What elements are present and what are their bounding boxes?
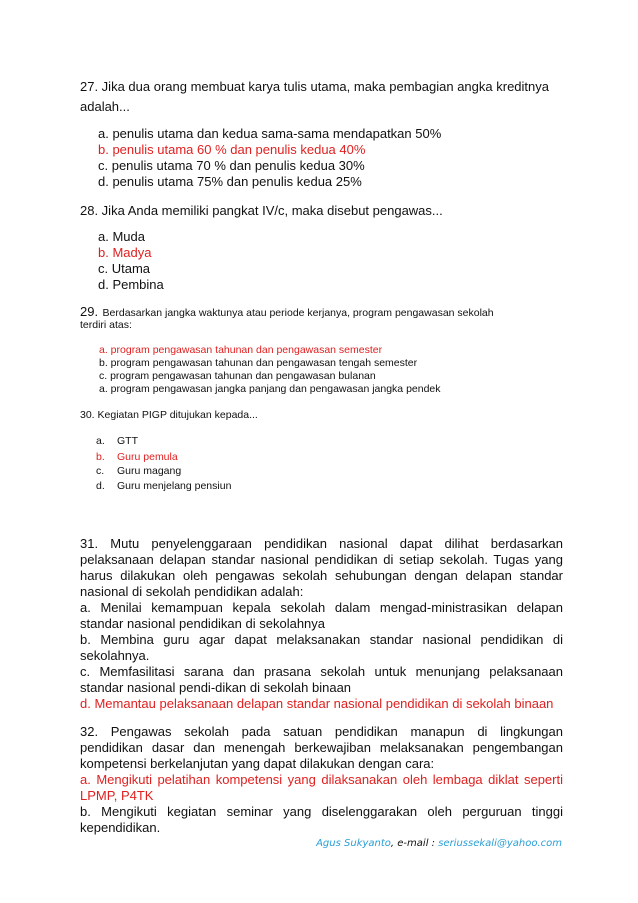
q29-option-c: c. program pengawasan tahunan dan pengawasan bulanan xyxy=(99,370,376,382)
q30-option-text: Guru pemula xyxy=(117,451,178,463)
q29-question-line-1 xyxy=(80,303,494,321)
q28-option-d: d. Pembina xyxy=(98,277,164,292)
q30-option-letter: b. xyxy=(96,451,105,463)
q31-option-c-line-1: c. Memfasilitasi sarana dan prasana sekolah untuk menunjang pelaksanaan xyxy=(80,664,563,679)
footer-email-label: , e-mail : xyxy=(390,838,439,849)
q27-option-b-answer: b. penulis utama 60 % dan penulis kedua 40% xyxy=(98,142,366,157)
q31-option-a-line-1: a. Menilai kemampuan kepala sekolah dalam mengad-ministrasikan delapan xyxy=(80,600,563,615)
q32-option-b-line-1: b. Mengikuti kegiatan seminar yang diselenggarakan oleh perguruan tinggi xyxy=(80,804,563,819)
q32-option-b-line-2: kependidikan. xyxy=(80,820,161,835)
q31-option-a-line-2: standar nasional pendidikan di sekolahnya xyxy=(80,616,326,631)
q30-option-letter: c. xyxy=(96,465,105,477)
q30-option-a xyxy=(96,435,138,447)
q32-option-a-answer-line-2: LPMP, P4TK xyxy=(80,788,154,803)
q31-line-2: pelaksanaan delapan standar nasional pendidikan di setiap sekolah. Tugas yang xyxy=(80,552,563,567)
q30-option-text: Guru menjelang pensiun xyxy=(117,480,232,492)
q31-option-b-line-2: sekolahnya. xyxy=(80,648,150,663)
q27-question-line-2: adalah... xyxy=(80,99,130,114)
q32-line-1: 32. Pengawas sekolah pada satuan pendidikan manapun di lingkungan xyxy=(80,724,563,739)
q30-option-text: Guru magang xyxy=(117,465,182,477)
q28-option-c: c. Utama xyxy=(98,261,151,276)
page-footer xyxy=(316,838,562,849)
q30-option-text: GTT xyxy=(117,435,138,447)
q28-question: 28. Jika Anda memiliki pangkat IV/c, maka disebut pengawas... xyxy=(80,203,443,218)
q29-option-d: a. program pengawasan jangka panjang dan pengawasan jangka pendek xyxy=(99,383,441,395)
q28-option-a: a. Muda xyxy=(98,229,145,244)
q27-option-d: d. penulis utama 75% dan penulis kedua 25% xyxy=(98,174,362,189)
q31-line-1: 31. Mutu penyelenggaraan pendidikan nasional dapat dilihat berdasarkan xyxy=(80,536,563,551)
footer-email: seriussekali@yahoo.com xyxy=(438,838,562,849)
q29-option-b: b. program pengawasan tahunan dan pengawasan tengah semester xyxy=(99,357,418,369)
q30-option-b-answer xyxy=(96,451,178,463)
q29-question-text: Berdasarkan jangka waktunya atau periode kerjanya, program pengawasan sekolah xyxy=(102,307,494,319)
footer-author: Agus Sukyanto xyxy=(316,838,391,849)
q30-option-letter: d. xyxy=(96,480,105,492)
q30-question: 30. Kegiatan PIGP ditujukan kepada... xyxy=(80,409,258,421)
q32-line-3: kompetensi berkelanjutan yang dapat dilakukan dengan cara: xyxy=(80,756,435,771)
q29-option-a-answer: a. program pengawasan tahunan dan pengawasan semester xyxy=(99,344,383,356)
q30-option-c xyxy=(96,465,181,477)
q31-option-c-line-2: standar nasional pendi-dikan di sekolah binaan xyxy=(80,680,352,695)
q30-option-d xyxy=(96,480,231,492)
q32-line-2: pendidikan dasar dan menengah berkewajiban melaksanakan pengembangan xyxy=(80,740,563,755)
q27-option-c: c. penulis utama 70 % dan penulis kedua 30% xyxy=(98,158,365,173)
q31-line-4: nasional di sekolah pendidikan adalah: xyxy=(80,584,304,599)
q27-question-line-1: 27. Jika dua orang membuat karya tulis utama, maka pembagian angka kreditnya xyxy=(80,79,549,94)
q29-question-line-2: terdiri atas: xyxy=(80,319,132,331)
q27-option-a: a. penulis utama dan kedua sama-sama mendapatkan 50% xyxy=(98,126,442,141)
q31-option-b-line-1: b. Membina guru agar dapat melaksanakan standar nasional pendidikan di xyxy=(80,632,563,647)
q28-option-b-answer: b. Madya xyxy=(98,245,152,260)
q30-option-letter: a. xyxy=(96,435,105,447)
q32-option-a-answer-line-1: a. Mengikuti pelatihan kompetensi yang dilaksanakan oleh lembaga diklat seperti xyxy=(80,772,563,787)
q29-number: 29. xyxy=(80,304,99,319)
q31-option-d-answer: d. Memantau pelaksanaan delapan standar nasional pendidikan di sekolah binaan xyxy=(80,696,554,711)
q31-line-3: harus dilakukan oleh pengawas sekolah sehubungan dengan delapan standar xyxy=(80,568,563,583)
